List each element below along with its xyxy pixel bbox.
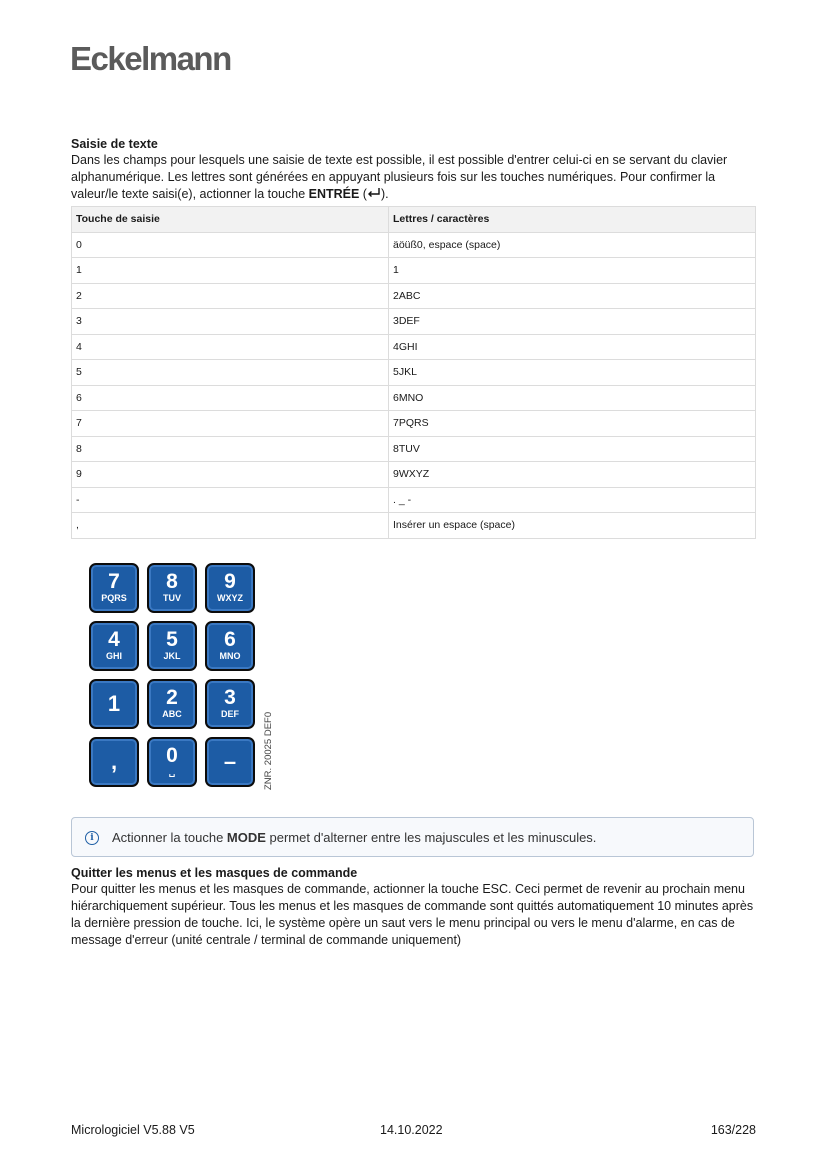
table-row: [72, 283, 756, 309]
cell-characters: . _ -: [389, 487, 756, 513]
key-letters: PQRS: [101, 593, 127, 603]
table-row: [72, 436, 756, 462]
column-header-key: Touche de saisie: [72, 207, 389, 233]
key-letters: GHI: [105, 651, 122, 661]
cell-characters: 7PQRS: [389, 411, 756, 437]
key-number: 9: [224, 570, 236, 593]
note-suffix: permet d'alterner entre les majuscules et les minuscules.: [265, 830, 597, 845]
footer-date: 14.10.2022: [380, 1123, 443, 1137]
key-number: –: [223, 749, 237, 774]
key-number: 1: [107, 691, 121, 716]
info-note: [71, 817, 754, 857]
cell-key: -: [72, 487, 389, 513]
text-entry-paragraph: [71, 152, 756, 203]
text-entry-section: [71, 137, 756, 539]
company-logo: Eckelmann: [70, 40, 231, 77]
cell-characters: 3DEF: [389, 309, 756, 335]
keypad-key: [205, 621, 255, 671]
table-row: [72, 309, 756, 335]
cell-key: 9: [72, 462, 389, 488]
section-title: Quitter les menus et les masques de commande: [71, 866, 358, 880]
key-number: 2: [166, 686, 178, 709]
figure-code: ZNR. 20025 DEF0: [263, 711, 274, 790]
key-number: 8: [166, 570, 178, 593]
cell-characters: äöüß0, espace (space): [389, 232, 756, 258]
cell-key: 1: [72, 258, 389, 284]
table-row: [72, 487, 756, 513]
key-number: 5: [166, 628, 178, 651]
table-row: [72, 258, 756, 284]
cell-key: ,: [72, 513, 389, 539]
cell-characters: 4GHI: [389, 334, 756, 360]
cell-characters: 5JKL: [389, 360, 756, 386]
quit-menus-section: [71, 866, 756, 949]
cell-characters: 1: [389, 258, 756, 284]
table-row: [72, 334, 756, 360]
key-letters: ABC: [162, 709, 182, 719]
key-number: 0: [166, 744, 178, 767]
cell-key: 3: [72, 309, 389, 335]
cell-key: 8: [72, 436, 389, 462]
keypad-key: [205, 737, 255, 787]
table-row: [72, 385, 756, 411]
quit-menus-paragraph: Pour quitter les menus et les masques de commande, actionner la touche ESC. Ceci permet de revenir au prochain menu hiérarchiquement supérieur. Tous les menus et les masques de commande sont quittés automatiquement 10 minutes après la dernière pression de touche. Ici, le système opère un saut vers le menu principal ou vers le menu d'alarme, en cas de message d'erreur (unité centrale / terminal de commande uniquement): [71, 882, 754, 947]
table-row: [72, 462, 756, 488]
keypad-key: [89, 563, 139, 613]
key-number: 4: [108, 628, 120, 651]
cell-characters: Insérer un espace (space): [389, 513, 756, 539]
key-number: ,: [110, 749, 118, 774]
keypad-key: [89, 737, 139, 787]
cell-key: 0: [72, 232, 389, 258]
table-header-row: [72, 207, 756, 233]
key-letters: DEF: [221, 709, 239, 719]
keypad-key: [205, 563, 255, 613]
key-letters: WXYZ: [217, 593, 243, 603]
enter-key-label: ENTRÉE: [308, 187, 360, 201]
paragraph-text: Dans les champs pour lesquels une saisie de texte est possible, il est possible d'entrer celui-ci en se servant du clavier alphanumérique. Les lettres sont générées en appuyant plusieurs fois sur les touches numériques. Pour confirmer la valeur/le texte saisi(e), actionner la touche: [71, 153, 728, 201]
keypad-key: [89, 679, 139, 729]
keypad-key: [147, 737, 197, 787]
table-row: [72, 232, 756, 258]
cell-key: 7: [72, 411, 389, 437]
key-number: 3: [224, 686, 236, 709]
column-header-chars: Lettres / caractères: [389, 207, 756, 233]
key-number: 6: [224, 628, 236, 651]
cell-key: 4: [72, 334, 389, 360]
keypad-key: [89, 621, 139, 671]
cell-key: 6: [72, 385, 389, 411]
cell-characters: 2ABC: [389, 283, 756, 309]
table-row: [72, 411, 756, 437]
footer-page-number: 163/228: [710, 1123, 756, 1137]
table-row: [72, 513, 756, 539]
paren-close: ).: [380, 187, 389, 201]
section-title: Saisie de texte: [71, 137, 158, 151]
note-prefix: Actionner la touche: [112, 830, 227, 845]
keypad-key: [205, 679, 255, 729]
cell-key: 2: [72, 283, 389, 309]
cell-characters: 9WXYZ: [389, 462, 756, 488]
key-letters: ␣: [168, 767, 176, 777]
cell-key: 5: [72, 360, 389, 386]
info-icon: i: [85, 831, 99, 845]
keypad-key: [147, 621, 197, 671]
note-text: [112, 830, 596, 845]
key-number: 7: [108, 570, 120, 593]
table-row: [72, 360, 756, 386]
paren-open: (: [359, 187, 367, 201]
enter-key-icon: [367, 187, 381, 199]
key-letters: JKL: [163, 651, 181, 661]
keypad-key: [147, 563, 197, 613]
keypad-illustration: [89, 563, 264, 793]
cell-characters: 8TUV: [389, 436, 756, 462]
key-letters: TUV: [163, 593, 181, 603]
key-letters: MNO: [219, 651, 241, 661]
key-mapping-table: [71, 206, 756, 539]
footer-firmware: Micrologiciel V5.88 V5: [71, 1123, 195, 1137]
keypad-key: [147, 679, 197, 729]
cell-characters: 6MNO: [389, 385, 756, 411]
note-key: MODE: [226, 830, 266, 845]
